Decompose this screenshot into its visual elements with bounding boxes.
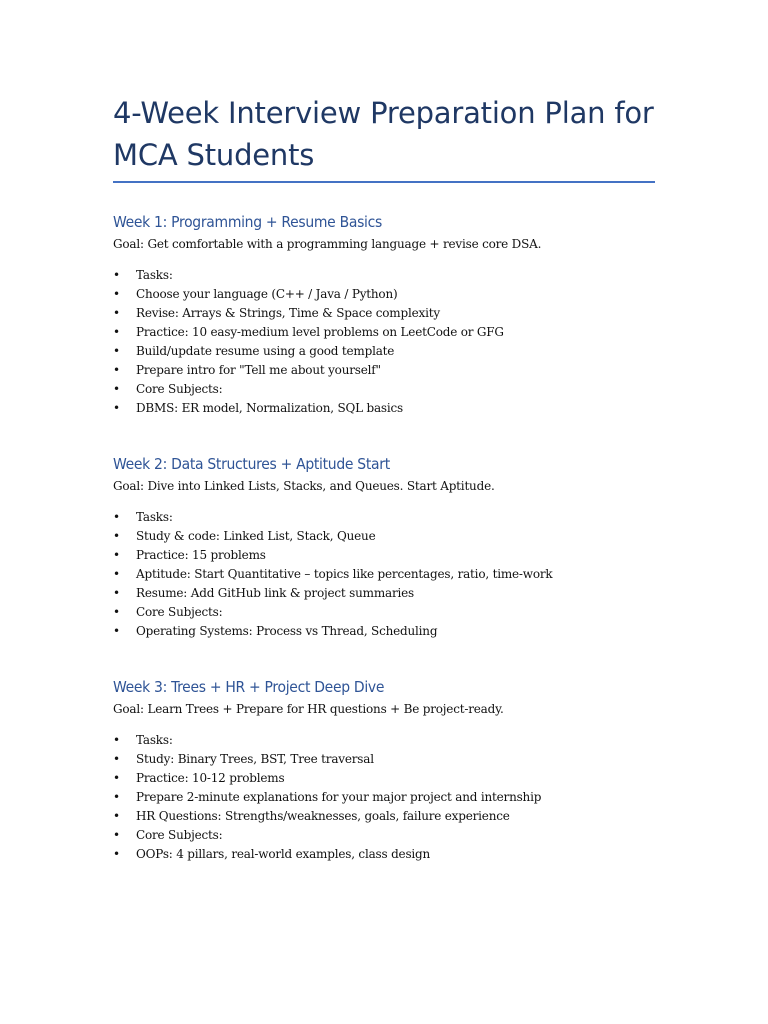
bullet-icon: •: [113, 382, 120, 396]
section-week-2: [113, 453, 673, 641]
list-item: • DBMS: ER model, Normalization, SQL basics: [113, 399, 673, 418]
list-item: • Practice: 10-12 problems: [113, 769, 673, 788]
section-heading: Week 3: Trees + HR + Project Deep Dive: [113, 678, 385, 696]
bullet-icon: •: [113, 605, 120, 619]
title-divider: [113, 181, 655, 183]
list-item: • Core Subjects:: [113, 380, 673, 399]
section-week-3: [113, 676, 673, 864]
bullet-icon: •: [113, 529, 120, 543]
list-item: • HR Questions: Strengths/weaknesses, goals, failure experience: [113, 807, 673, 826]
bullet-icon: •: [113, 771, 120, 785]
list-item: • Aptitude: Start Quantitative – topics like percentages, ratio, time-work: [113, 565, 673, 584]
task-list: [113, 266, 673, 418]
document-page: [113, 92, 655, 861]
list-item: • Study: Binary Trees, BST, Tree traversal: [113, 750, 673, 769]
section-goal: Goal: Dive into Linked Lists, Stacks, and Queues. Start Aptitude.: [113, 479, 495, 493]
bullet-icon: •: [113, 363, 120, 377]
document-title: [113, 92, 655, 176]
list-item: • Practice: 10 easy-medium level problems on LeetCode or GFG: [113, 323, 673, 342]
bullet-icon: •: [113, 287, 120, 301]
bullet-icon: •: [113, 548, 120, 562]
list-item: • Prepare 2-minute explanations for your major project and internship: [113, 788, 673, 807]
section-week-1: [113, 211, 673, 418]
list-item: • Build/update resume using a good template: [113, 342, 673, 361]
title-line-2: MCA Students: [113, 138, 315, 172]
section-goal: Goal: Get comfortable with a programming language + revise core DSA.: [113, 237, 542, 251]
bullet-icon: •: [113, 847, 120, 861]
list-item: • Practice: 15 problems: [113, 546, 673, 565]
bullet-icon: •: [113, 567, 120, 581]
list-item: • Tasks:: [113, 266, 673, 285]
list-item: • Tasks:: [113, 508, 673, 527]
task-list: [113, 731, 673, 864]
bullet-icon: •: [113, 790, 120, 804]
section-heading: Week 1: Programming + Resume Basics: [113, 213, 382, 231]
bullet-icon: •: [113, 510, 120, 524]
bullet-icon: •: [113, 306, 120, 320]
bullet-icon: •: [113, 325, 120, 339]
list-item: • Resume: Add GitHub link & project summaries: [113, 584, 673, 603]
list-item: • Operating Systems: Process vs Thread, Scheduling: [113, 622, 673, 641]
task-list: [113, 508, 673, 641]
bullet-icon: •: [113, 344, 120, 358]
list-item: • Prepare intro for "Tell me about yourself": [113, 361, 673, 380]
bullet-icon: •: [113, 268, 120, 282]
bullet-icon: •: [113, 733, 120, 747]
bullet-icon: •: [113, 828, 120, 842]
bullet-icon: •: [113, 624, 120, 638]
bullet-icon: •: [113, 809, 120, 823]
list-item: • Core Subjects:: [113, 826, 673, 845]
bullet-icon: •: [113, 752, 120, 766]
list-item: • OOPs: 4 pillars, real-world examples, class design: [113, 845, 673, 864]
list-item: • Core Subjects:: [113, 603, 673, 622]
section-heading: Week 2: Data Structures + Aptitude Start: [113, 455, 390, 473]
section-goal: Goal: Learn Trees + Prepare for HR questions + Be project-ready.: [113, 702, 504, 716]
list-item: • Revise: Arrays & Strings, Time & Space complexity: [113, 304, 673, 323]
list-item: • Choose your language (C++ / Java / Python): [113, 285, 673, 304]
title-line-1: 4-Week Interview Preparation Plan for: [113, 96, 654, 130]
bullet-icon: •: [113, 401, 120, 415]
list-item: • Study & code: Linked List, Stack, Queue: [113, 527, 673, 546]
bullet-icon: •: [113, 586, 120, 600]
list-item: • Tasks:: [113, 731, 673, 750]
